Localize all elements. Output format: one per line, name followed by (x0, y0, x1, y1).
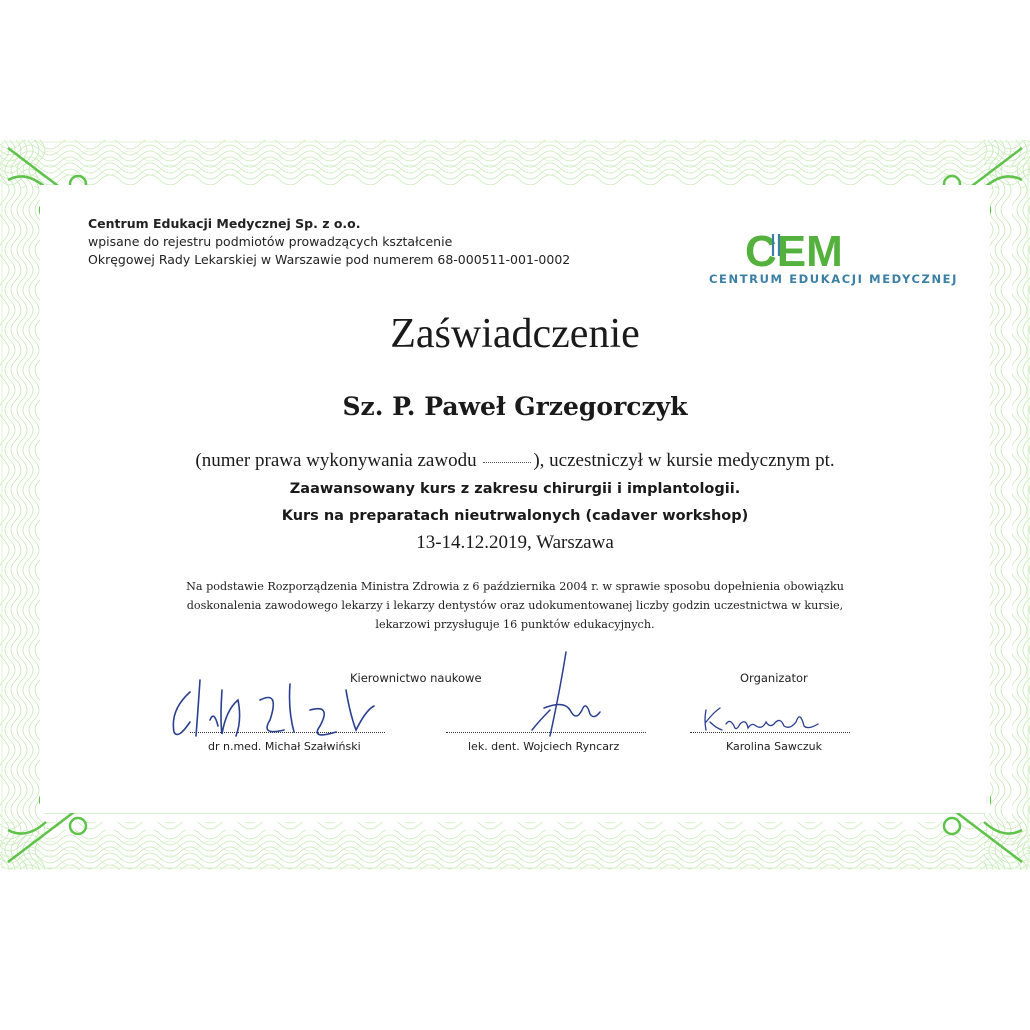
participation-statement (0, 450, 1030, 472)
issuer-register-line: wpisane do rejestru podmiotów prowadzących kształcenie (88, 234, 453, 249)
legal-line: doskonalenia zawodowego lekarzy i lekarzy dentystów oraz udokumentowanej liczby godzin uczestnictwa w kursie, (186, 599, 844, 612)
certificate (0, 140, 1030, 870)
signatory-3-name: Karolina Sawczuk (726, 740, 822, 753)
course-date-place: 13-14.12.2019, Warszawa (416, 532, 614, 553)
participation-prefix: (numer prawa wykonywania zawodu (195, 450, 477, 471)
participation-suffix: ), uczestniczył w kursie medycznym pt. (533, 450, 835, 471)
signature-ryncarz (520, 650, 610, 750)
recipient-name: Sz. P. Paweł Grzegorczyk (342, 392, 688, 421)
issuer-block (88, 215, 570, 269)
legal-basis (120, 577, 910, 634)
certificate-title: Zaświadczenie (390, 311, 640, 357)
course-title-line2: Kurs na preparatach nieutrwalonych (cadaver workshop) (281, 508, 749, 524)
cem-logo-mark: CEM (745, 227, 843, 276)
legal-line: lekarzowi przysługuje 16 punktów edukacyjnych. (375, 618, 655, 631)
signatory-1-name: dr n.med. Michał Szałwiński (208, 740, 361, 753)
cem-logo-subtitle: CENTRUM EDUKACJI MEDYCZNEJ (709, 272, 959, 286)
license-number-blank (483, 461, 531, 463)
organizer-label: Organizator (740, 671, 808, 685)
signatory-2-name: lek. dent. Wojciech Ryncarz (468, 740, 620, 753)
issuer-register-number: Okręgowej Rady Lekarskiej w Warszawie pod numerem 68-000511-001-0002 (88, 252, 571, 267)
course-title-line1: Zaawansowany kurs z zakresu chirurgii i implantologii. (289, 481, 741, 497)
legal-line: Na podstawie Rozporządzenia Ministra Zdrowia z 6 października 2004 r. w sprawie sposobu dopełnienia obowiązku (186, 580, 844, 593)
signature-sawczuk (700, 700, 830, 740)
issuer-name: Centrum Edukacji Medycznej Sp. z o.o. (88, 216, 361, 231)
signature-szalwinski (160, 670, 390, 750)
scientific-management-label: Kierownictwo naukowe (350, 671, 482, 685)
